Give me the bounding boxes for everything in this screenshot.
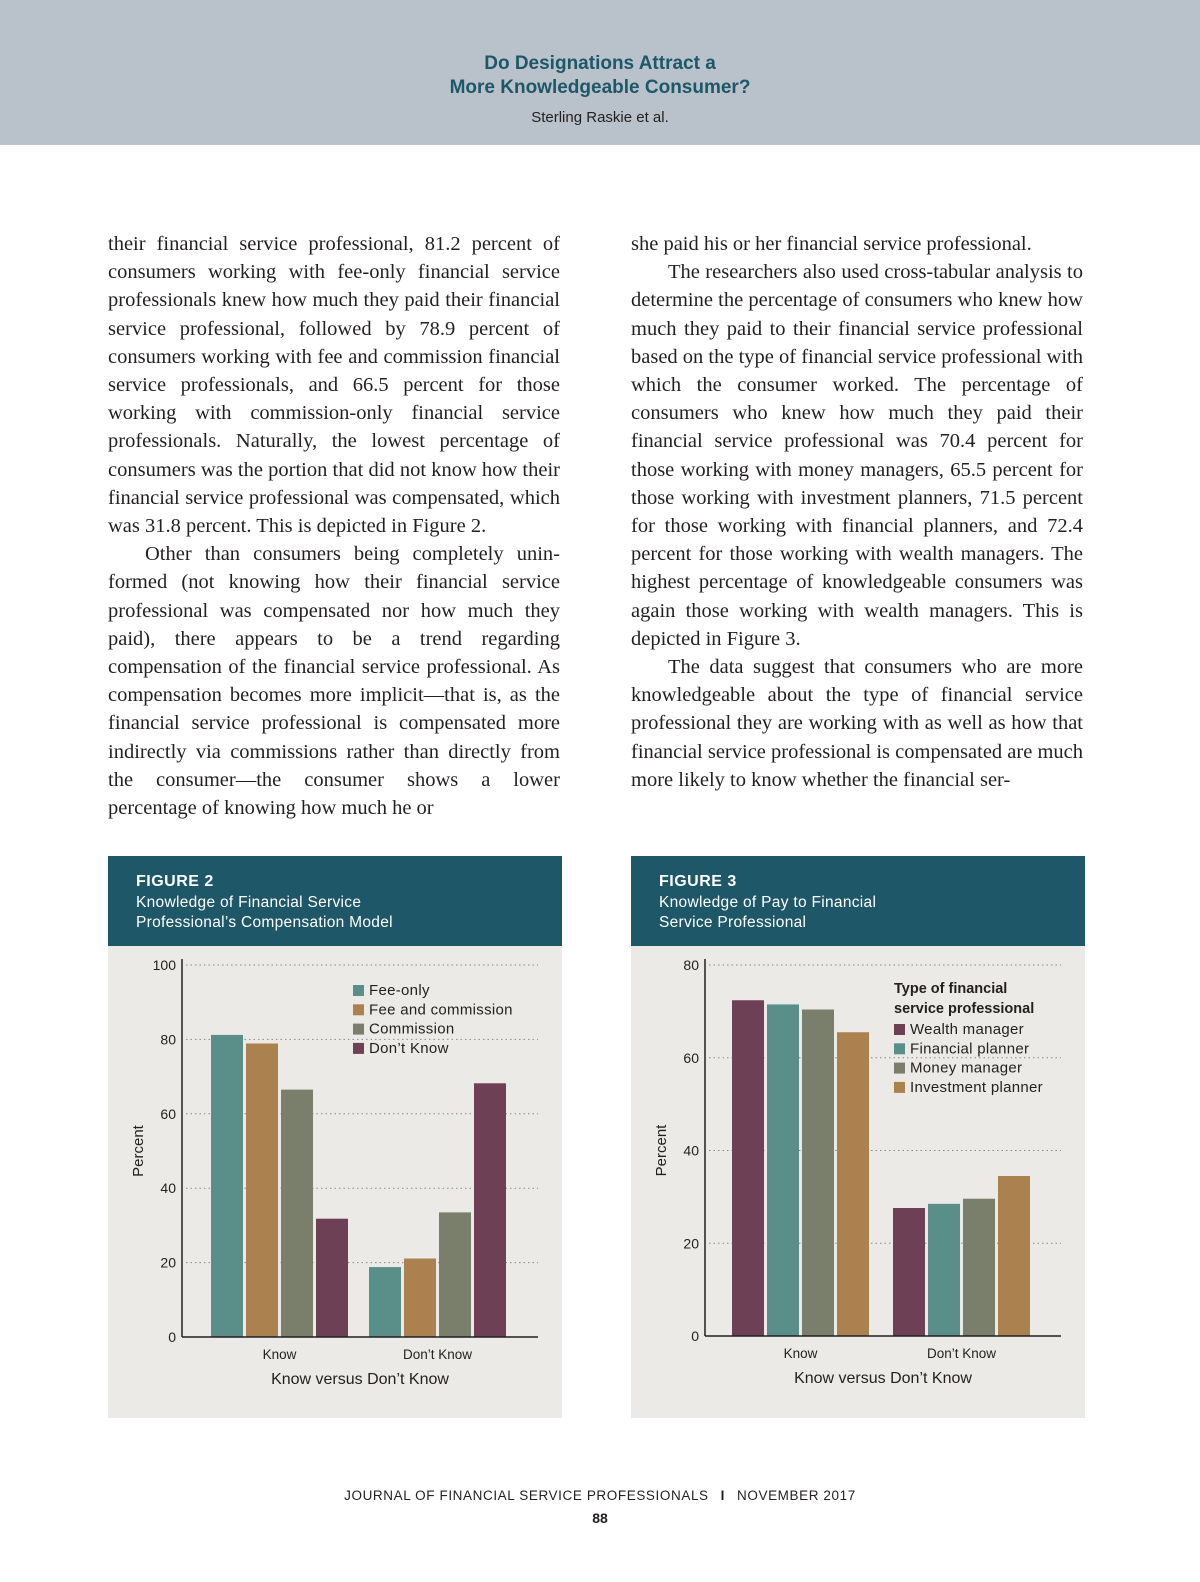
figure-2-caption bbox=[136, 893, 536, 933]
bar bbox=[928, 1204, 960, 1336]
y-tick-label: 80 bbox=[160, 1031, 176, 1048]
figure-3 bbox=[631, 856, 1085, 1418]
bar bbox=[246, 1043, 278, 1337]
paragraph: The researchers also used cross-tabular analysis to determine the percentage of consumers who knew how much they paid to their financial service professional based on the type of financial service professional with which the consumer worked. The percentage of consumers who knew how much they paid their financial service professional was 70.4 percent for those working with money managers, 65.5 percent for those working with investment planners, 71.5 percent for those working with financial planners, and 72.4 percent for those working with wealth managers. The highest percentage of knowledgeable consumers was again those working with wealth managers. This is depicted in Figure 3. bbox=[631, 261, 1083, 650]
bar bbox=[281, 1090, 313, 1337]
bar bbox=[837, 1032, 869, 1336]
legend-title: Type of financial bbox=[894, 981, 1008, 997]
x-axis-title: Know versus Don’t Know bbox=[794, 1370, 972, 1387]
y-tick-label: 40 bbox=[683, 1142, 699, 1159]
y-tick-label: 60 bbox=[683, 1049, 699, 1066]
legend-label: Investment planner bbox=[910, 1078, 1043, 1096]
paragraph: their financial service professional, 81.2 percent of consumers working with fee-only financial service professionals knew how much they paid their financial service professional, followed by 78.9 percent of consumers working with fee and commission financial service professionals, and 66.5 percent for those working with commission-only financial service professionals. Naturally, the lowest percentage of consumers was the portion that did not know how their financial service professional was compensated, which was 31.8 percent. This is depicted in Figure 2. bbox=[108, 233, 560, 538]
article-author: Sterling Raskie et al. bbox=[531, 109, 669, 126]
legend-swatch bbox=[353, 1043, 364, 1054]
figure-2-number: FIGURE 2 bbox=[136, 873, 214, 890]
figure-2-header bbox=[108, 856, 562, 946]
bar bbox=[767, 1004, 799, 1336]
legend-label: Don’t Know bbox=[369, 1039, 449, 1057]
figure-3-caption-line1: Knowledge of Pay to Financial bbox=[659, 894, 877, 911]
legend-label: Fee-only bbox=[369, 982, 430, 999]
x-tick-label: Know bbox=[262, 1347, 297, 1362]
legend-swatch bbox=[894, 1063, 905, 1074]
page-header bbox=[0, 0, 1200, 145]
bar bbox=[439, 1212, 471, 1337]
legend-swatch bbox=[894, 1082, 905, 1093]
legend-swatch bbox=[894, 1043, 905, 1054]
issue-date: NOVEMBER 2017 bbox=[737, 1488, 856, 1503]
figure-3-caption-line2: Service Professional bbox=[659, 914, 807, 931]
bar bbox=[732, 1000, 764, 1336]
figure-3-number: FIGURE 3 bbox=[659, 873, 737, 890]
bar bbox=[404, 1259, 436, 1337]
bar bbox=[963, 1199, 995, 1336]
y-tick-label: 20 bbox=[683, 1235, 699, 1252]
legend-label: Financial planner bbox=[910, 1040, 1030, 1058]
x-tick-label: Don’t Know bbox=[402, 1347, 473, 1362]
page-number: 88 bbox=[592, 1510, 608, 1526]
footer-separator: I bbox=[720, 1488, 726, 1503]
y-tick-label: 20 bbox=[160, 1254, 176, 1271]
legend-swatch bbox=[353, 1004, 364, 1015]
legend-label: Money manager bbox=[910, 1059, 1023, 1077]
article-title-line1: Do Designations Attract a bbox=[484, 53, 716, 74]
y-tick-label: 0 bbox=[168, 1329, 176, 1345]
paragraph: she paid his or her financial service professional. bbox=[631, 233, 1032, 255]
legend-label: Commission bbox=[369, 1020, 455, 1038]
y-axis-title: Percent bbox=[130, 1125, 147, 1177]
figure-2-caption-line1: Knowledge of Financial Service bbox=[136, 894, 362, 911]
figure-3-chart bbox=[631, 946, 1085, 1418]
y-tick-label: 100 bbox=[152, 957, 176, 973]
y-tick-label: 40 bbox=[160, 1180, 176, 1197]
legend-swatch bbox=[353, 985, 364, 996]
page-footer bbox=[0, 1488, 1200, 1503]
journal-name: JOURNAL OF FINANCIAL SERVICE PROFESSIONALS bbox=[344, 1488, 709, 1503]
legend-label: Fee and commission bbox=[369, 1001, 513, 1019]
article-title-line2: More Knowledgeable Consumer? bbox=[449, 77, 751, 98]
bar bbox=[802, 1010, 834, 1336]
figure-2-caption-line2: Professional’s Compensation Model bbox=[136, 914, 393, 931]
bar bbox=[211, 1035, 243, 1337]
text-column-left bbox=[108, 230, 560, 822]
figure-3-caption bbox=[659, 893, 1059, 933]
bar bbox=[316, 1219, 348, 1337]
y-tick-label: 0 bbox=[691, 1328, 699, 1344]
y-axis-title: Percent bbox=[653, 1124, 670, 1177]
x-axis-title: Know versus Don’t Know bbox=[271, 1371, 449, 1388]
bar bbox=[474, 1083, 506, 1337]
text-column-right bbox=[631, 230, 1083, 794]
y-tick-label: 60 bbox=[160, 1105, 176, 1122]
y-tick-label: 80 bbox=[683, 957, 699, 973]
bar bbox=[998, 1176, 1030, 1336]
x-tick-label: Know bbox=[783, 1346, 818, 1361]
bar bbox=[369, 1267, 401, 1337]
article-title bbox=[0, 52, 1200, 100]
legend-title: service professional bbox=[894, 1001, 1035, 1017]
legend-swatch bbox=[894, 1024, 905, 1035]
paragraph: Other than consumers being completely uninformed (not knowing how their financial service professional was compensated nor how much they paid), there appears to be a trend regarding compensation of the financial service professional. As compensation becomes more implicit—that is, as the financial service professional is compensated more indirectly via commissions rather than directly from the consumer—the consumer shows a lower percentage of knowing how much he or bbox=[108, 543, 560, 820]
x-tick-label: Don’t Know bbox=[926, 1346, 997, 1361]
figure-3-header bbox=[631, 856, 1085, 946]
legend-swatch bbox=[353, 1024, 364, 1035]
figure-2-chart bbox=[108, 946, 562, 1418]
legend-label: Wealth manager bbox=[910, 1021, 1024, 1038]
bar bbox=[893, 1208, 925, 1336]
paragraph: The data suggest that consumers who are more knowledgeable about the type of financial service professional they are working with as well as how that financial service professional is compensated are much more likely to know whether the financial ser- bbox=[631, 656, 1083, 791]
figure-2 bbox=[108, 856, 562, 1418]
